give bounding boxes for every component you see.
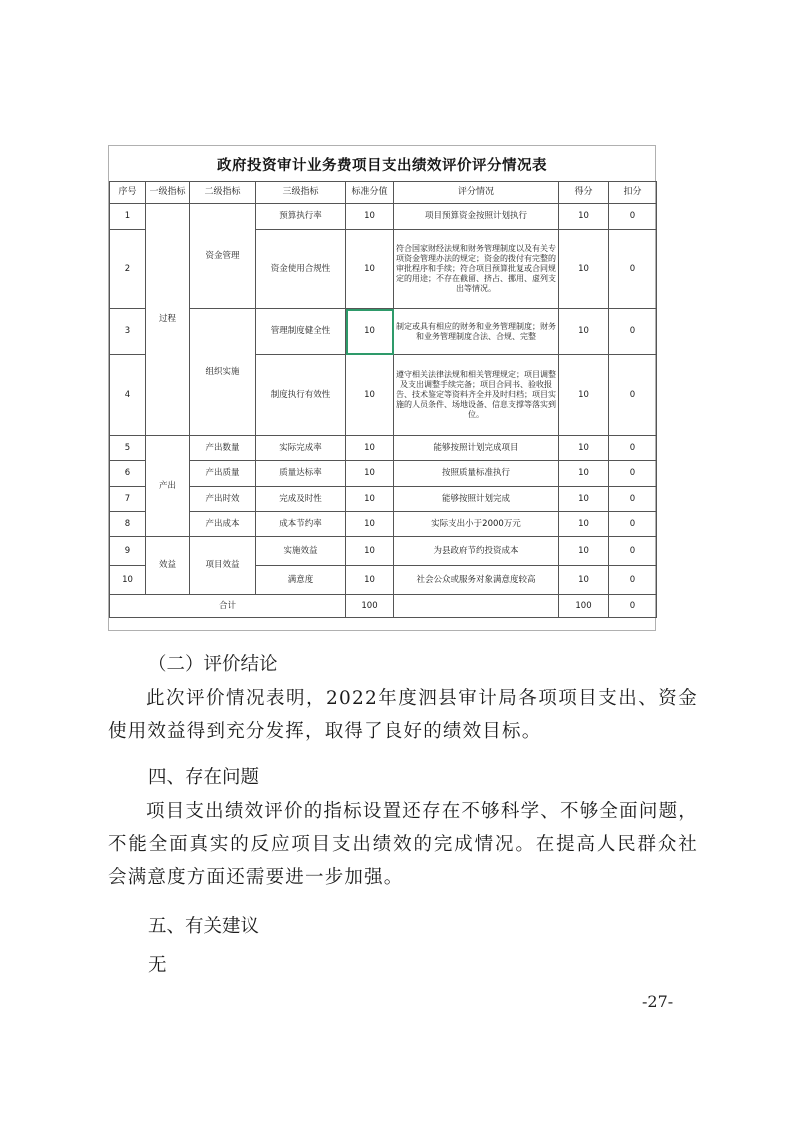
cell-level3: 资金使用合规性	[256, 230, 346, 309]
cell-standard: 10	[346, 204, 394, 230]
cell-evaluation: 制定或具有相应的财务和业务管理制度；财务和业务管理制度合法、合规、完整	[394, 309, 559, 355]
table-header-row	[110, 182, 657, 204]
cell-score: 10	[559, 355, 609, 436]
cell-total-score: 100	[559, 595, 609, 618]
cell-no: 7	[110, 487, 146, 512]
cell-level2-org: 组织实施	[190, 309, 256, 436]
cell-total-label: 合计	[110, 595, 346, 618]
cell-deduction: 0	[609, 566, 657, 595]
section-heading-conclusion: （二）评价结论	[148, 654, 278, 675]
cell-level3: 制度执行有效性	[256, 355, 346, 436]
cell-no: 6	[110, 461, 146, 487]
score-table	[109, 181, 657, 618]
section-heading-problems: 四、存在问题	[148, 767, 260, 788]
cell-level3: 质量达标率	[256, 461, 346, 487]
cell-deduction: 0	[609, 487, 657, 512]
cell-level1-output: 产出	[146, 436, 190, 537]
cell-level2-fund: 资金管理	[190, 204, 256, 309]
table-row	[110, 512, 657, 537]
cell-level3: 管理制度健全性	[256, 309, 346, 355]
cell-level3: 成本节约率	[256, 512, 346, 537]
table-row	[110, 436, 657, 461]
cell-deduction: 0	[609, 436, 657, 461]
cell-deduction: 0	[609, 204, 657, 230]
cell-level1-benefit: 效益	[146, 537, 190, 595]
cell-evaluation: 符合国家财经法规和财务管理制度以及有关专项资金管理办法的规定；资金的拨付有完整的审批程序和手续；符合项目预算批复或合同规定的用途；不存在截留、挤占、挪用、虚列支出等情况。	[394, 230, 559, 309]
table-total-row	[110, 595, 657, 618]
cell-level3: 实际完成率	[256, 436, 346, 461]
cell-total-evaluation	[394, 595, 559, 618]
cell-score: 10	[559, 461, 609, 487]
cell-no: 3	[110, 309, 146, 355]
cell-evaluation: 能够按照计划完成	[394, 487, 559, 512]
cell-score: 10	[559, 204, 609, 230]
cell-deduction: 0	[609, 461, 657, 487]
cell-score: 10	[559, 566, 609, 595]
cell-level2: 产出成本	[190, 512, 256, 537]
cell-standard: 10	[346, 355, 394, 436]
header-standard: 标准分值	[346, 182, 394, 204]
cell-level2: 产出质量	[190, 461, 256, 487]
cell-no: 9	[110, 537, 146, 566]
cell-score: 10	[559, 487, 609, 512]
cell-evaluation: 为县政府节约投资成本	[394, 537, 559, 566]
cell-standard: 10	[346, 537, 394, 566]
score-table-sheet	[108, 145, 656, 631]
cell-evaluation: 遵守相关法律法规和相关管理规定；项目调整及支出调整手续完备；项目合同书、验收报告、技术鉴定等资料齐全并及时归档；项目实施的人员条件、场地设备、信息支撑等落实到位。	[394, 355, 559, 436]
header-no: 序号	[110, 182, 146, 204]
cell-level1-process: 过程	[146, 204, 190, 436]
paragraph-suggestions: 无	[148, 955, 167, 976]
header-level2: 二级指标	[190, 182, 256, 204]
table-title: 政府投资审计业务费项目支出绩效评价评分情况表	[217, 157, 547, 174]
header-level3: 三级指标	[256, 182, 346, 204]
cell-deduction: 0	[609, 537, 657, 566]
cell-total-deduction: 0	[609, 595, 657, 618]
cell-level3: 满意度	[256, 566, 346, 595]
header-score: 得分	[559, 182, 609, 204]
header-deduction: 扣分	[609, 182, 657, 204]
cell-score: 10	[559, 309, 609, 355]
cell-deduction: 0	[609, 512, 657, 537]
paragraph-conclusion: 此次评价情况表明，2022年度泗县审计局各项项目支出、资金使用效益得到充分发挥，取得了良好的绩效目标。	[108, 688, 698, 742]
cell-standard: 10	[346, 461, 394, 487]
cell-score: 10	[559, 230, 609, 309]
table-row	[110, 204, 657, 230]
cell-level3: 实施效益	[256, 537, 346, 566]
cell-standard: 10	[346, 566, 394, 595]
cell-level2: 产出时效	[190, 487, 256, 512]
header-level1: 一级指标	[146, 182, 190, 204]
paragraph-problems: 项目支出绩效评价的指标设置还存在不够科学、不够全面问题，不能全面真实的反应项目支出绩效的完成情况。在提高人民群众社会满意度方面还需要进一步加强。	[108, 801, 698, 888]
cell-deduction: 0	[609, 355, 657, 436]
cell-evaluation: 按照质量标准执行	[394, 461, 559, 487]
cell-standard: 10	[346, 436, 394, 461]
table-row	[110, 487, 657, 512]
cell-standard: 10	[346, 487, 394, 512]
cell-deduction: 0	[609, 230, 657, 309]
cell-score: 10	[559, 512, 609, 537]
cell-standard: 10	[346, 230, 394, 309]
cell-no: 5	[110, 436, 146, 461]
cell-evaluation: 实际支出小于2000万元	[394, 512, 559, 537]
cell-no: 1	[110, 204, 146, 230]
cell-evaluation: 能够按照计划完成项目	[394, 436, 559, 461]
cell-no: 10	[110, 566, 146, 595]
cell-standard: 10	[346, 512, 394, 537]
cell-score: 10	[559, 436, 609, 461]
header-evaluation: 评分情况	[394, 182, 559, 204]
cell-standard-selected[interactable]: 10	[346, 309, 394, 355]
cell-no: 8	[110, 512, 146, 537]
page-number: -27-	[642, 992, 674, 1011]
cell-no: 4	[110, 355, 146, 436]
cell-level3: 预算执行率	[256, 204, 346, 230]
cell-level3: 完成及时性	[256, 487, 346, 512]
cell-evaluation: 项目预算资金按照计划执行	[394, 204, 559, 230]
cell-score: 10	[559, 537, 609, 566]
cell-no: 2	[110, 230, 146, 309]
cell-deduction: 0	[609, 309, 657, 355]
table-row	[110, 537, 657, 566]
cell-evaluation: 社会公众或服务对象满意度较高	[394, 566, 559, 595]
cell-level2-benefit: 项目效益	[190, 537, 256, 595]
cell-total-standard: 100	[346, 595, 394, 618]
table-row	[110, 309, 657, 355]
table-row	[110, 461, 657, 487]
cell-level2: 产出数量	[190, 436, 256, 461]
section-heading-suggestions: 五、有关建议	[148, 916, 260, 937]
